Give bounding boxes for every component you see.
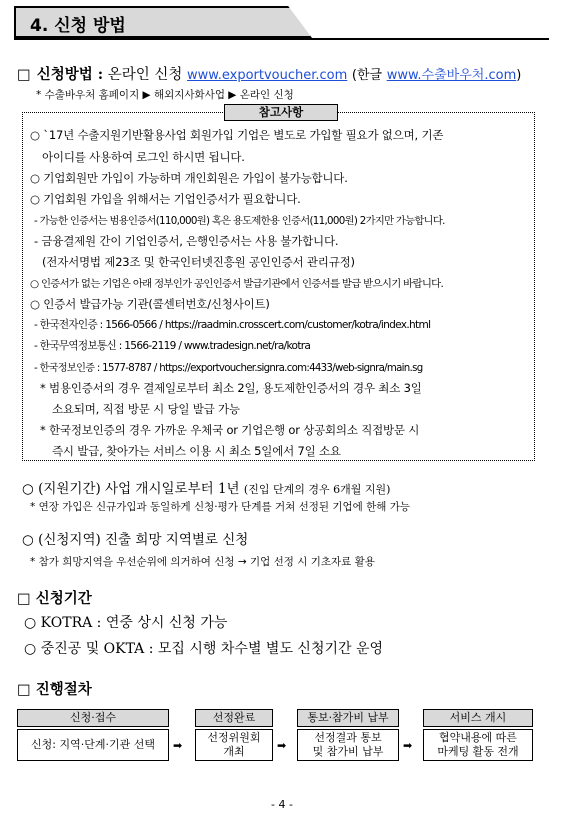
flow-step-4-text-2: 마케팅 활동 전개	[437, 745, 519, 758]
period-heading: □ 신청기간	[17, 590, 92, 607]
notes-line: ○ 인증서가 없는 기업은 아래 정부인가 공인인증서 발급기관에서 인증서를 발급 받으시기 바랍니다.	[30, 278, 444, 290]
flow-step-3-text-1: 선정결과 통보	[314, 731, 382, 744]
square-bullet: □	[17, 67, 31, 83]
flow-step-2-head: 선정완료	[195, 709, 273, 727]
flow-step-4-head: 서비스 개시	[423, 709, 533, 727]
section-header-rule	[14, 38, 549, 40]
period-item-kotra: ○ KOTRA : 연중 상시 신청 가능	[24, 615, 228, 631]
support-period-line	[22, 477, 390, 497]
support-period-text: ○ (지원기간) 사업 개시일로부터 1년	[22, 481, 240, 497]
flow-step-4-text-1: 협약내용에 따른	[439, 731, 517, 744]
arrow-right-icon: ➡	[173, 739, 183, 752]
flow-step-3-text-2: 및 참가비 납부	[312, 745, 384, 758]
flow-step-1-body	[17, 729, 169, 761]
notes-line: (전자서명법 제23조 및 한국인터넷진흥원 공인인증서 관리규정)	[42, 255, 355, 269]
notes-line: 소요되며, 직접 방문 시 당일 발급 가능	[52, 402, 240, 416]
support-period-paren: (진입 단계의 경우 6개월 지원)	[243, 483, 391, 496]
region-line: ○ (신청지역) 진출 희망 지역별로 신청	[22, 532, 249, 548]
hangul-domain-link[interactable]: www.수출바우처.com	[386, 68, 517, 83]
notes-line: - 가능한 인증서는 범용인증서(110,000원) 혹은 용도제한용 인증서(11,000원) 2가지만 가능합니다.	[34, 215, 445, 227]
exportvoucher-link[interactable]: www.exportvoucher.com	[187, 68, 348, 83]
hangul-prefix: (한글	[351, 68, 383, 83]
flow-step-3-head: 통보·참가비 납부	[297, 709, 399, 727]
notes-line: - 한국무역정보통신 : 1566-2119 / www.tradesign.net/ra/kotra	[34, 340, 311, 352]
notes-box-title: 참고사항	[224, 104, 338, 121]
flow-step-2-text-1: 선정위원회	[207, 731, 261, 744]
notes-line: * 범용인증서의 경우 결제일로부터 최소 2일, 용도제한인증서의 경우 최소 3일	[40, 381, 422, 395]
section-title: 4. 신청 방법	[30, 16, 126, 36]
notes-line: - 한국정보인증 : 1577-8787 / https://exportvoucher.signra.com:4433/web-signra/main.sg	[34, 363, 423, 374]
method-text: 온라인 신청	[107, 67, 183, 83]
method-label: 신청방법 :	[36, 66, 104, 83]
notes-line: * 한국정보인증의 경우 가까운 우체국 or 기업은행 or 상공회의소 직접방문 시	[40, 423, 420, 437]
page-number: - 4 -	[271, 798, 293, 811]
notes-line: 아이디를 사용하여 로그인 하시면 됩니다.	[42, 150, 245, 164]
method-close-paren: )	[516, 68, 522, 83]
flow-step-1-text: 신청: 지역·단계·기관 선택	[31, 738, 155, 751]
flow-step-2-text-2: 개최	[223, 745, 245, 758]
arrow-right-icon: ➡	[277, 739, 287, 752]
period-item-okta: ○ 중진공 및 OKTA : 모집 시행 차수별 별도 신청기간 운영	[24, 641, 384, 657]
notes-line: 즉시 발급, 찾아가는 서비스 이용 시 최소 5일에서 7일 소요	[52, 444, 341, 458]
support-note: * 연장 가입은 신규가입과 동일하게 신청·평가 단계를 거쳐 선정된 기업에 한해 가능	[30, 501, 411, 513]
flow-step-2-body	[195, 729, 273, 761]
notes-line: ○ 기업회원 가입을 위해서는 기업인증서가 필요합니다.	[30, 192, 301, 206]
notes-line: - 한국전자인증 : 1566-0566 / https://raadmin.crosscert.com/customer/kotra/index.html	[34, 319, 431, 331]
arrow-right-icon: ➡	[403, 739, 413, 752]
procedure-heading: □ 진행절차	[17, 681, 92, 698]
flow-step-3-body	[297, 729, 399, 761]
method-line	[17, 63, 521, 84]
notes-line: - 금융결제원 간이 기업인증서, 은행인증서는 사용 불가합니다.	[34, 234, 339, 248]
notes-line: ○ `17년 수출지원기반활용사업 회원가입 기업은 별도로 가입할 필요가 없으며, 기존	[30, 128, 444, 142]
flow-step-1-head: 신청·접수	[17, 709, 169, 727]
method-note: * 수출바우처 홈페이지 ▶ 해외지사화사업 ▶ 온라인 신청	[36, 89, 294, 101]
region-note: * 참가 희망지역을 우선순위에 의거하여 신청 → 기업 선정 시 기초자료 활용	[30, 556, 375, 568]
flow-step-4-body	[423, 729, 533, 761]
notes-line: ○ 기업회원만 가입이 가능하며 개인회원은 가입이 불가능합니다.	[30, 171, 348, 185]
notes-line: ○ 인증서 발급가능 기관(콜센터번호/신청사이트)	[30, 297, 270, 311]
section-header	[14, 6, 549, 40]
